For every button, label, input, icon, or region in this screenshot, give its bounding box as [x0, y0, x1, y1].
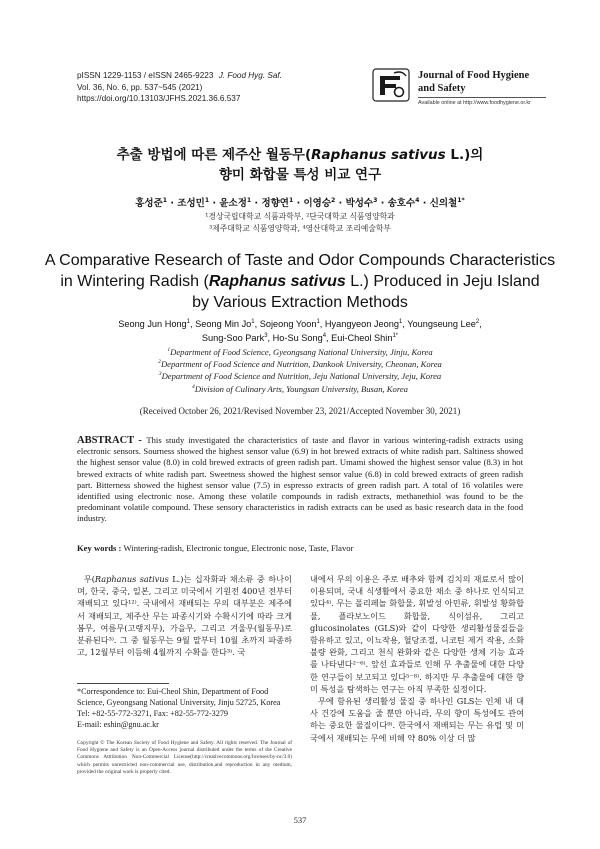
- copyright-notice: Copyright © The Korean Society of Food Hygiene and Safety. All rights reserved. The Journal of Food Hygiene and Safety is an Open-Access journal distributed under the terms of the Creative Commons Attribution Non-Commercial License(http://creativecommons.org/licenses/by-nc/3.0) which permits unrestricted non-commercial use, distribution,and reproduction in any medium, provided the original work is properly cited.: [77, 740, 292, 775]
- keywords: [77, 543, 523, 553]
- english-authors: Seong Jun Hong$^1$, Seong Min Jo$^1$, Sojeong Yoon$^1$, Hyangyeon Jeong$^1$, Youngseung Lee$^2$, Sung-Soo Park$^3$, Ho-Su Song$^4$, Eui-Cheol Shin$^{1*}$: [118, 318, 482, 343]
- logo-title: Journal of Food Hygiene and Safety: [418, 70, 530, 94]
- english-title: A Comparative Research of Taste and Odor Compounds Characteristics in Wintering Radish (Raphanus sativus L.) Produced in Jeju Island by Various Extraction Methods: [44, 252, 556, 311]
- logo-url[interactable]: Available online at http://www.foodhygiene.or.kr: [418, 100, 531, 106]
- abstract-text: This study investigated the characteristics of taste and flavor in various wintering-radish extracts using electronic sensors. Sourness showed the highest sensor value (6.9) in hot brewed extracts of white radish part. Saltiness showed the highest sensor value (8.0) in cold brewed extracts of green radish part. Umami showed the highest sensor value (8.3) in hot brewed extracts of white radish part. Sweetness showed the highest sensor value (6.8) in cold brewed extracts of green radish part. Bitterness showed the highest sensor value (7.5) in espresso extracts of green radish part. A total of 16 volatiles were identified using electronic nose. Among these volatile compounds in radish extracts, methanethiol was found to be the predominant volatile compound. These sensory characteristics in radish extracts can be used as basic research data in the food industry.: [77, 435, 523, 524]
- body-column-right: [310, 573, 524, 744]
- doi-link[interactable]: https://doi.org/10.13103/JFHS.2021.36.6.537: [77, 94, 241, 103]
- affiliation-1: $^1$Department of Food Science, Gyeongsang National University, Jinju, Korea: [167, 347, 433, 357]
- journal-abbrev: J. Food Hyg. Saf.: [218, 71, 282, 80]
- correspondence-footnote: *Correspondence to: Eui-Cheol Shin, Department of Food Science, Gyeongsang National University, Jinju 52725, Korea Tel: +82-55-772-3271, Fax: +82-55-772-3279 E-mail: eshin@gnu.ac.kr: [77, 686, 292, 730]
- affiliation-3: $^3$Department of Food Science and Nutrition, Jeju National University, Jeju, Korea: [158, 371, 442, 382]
- volume-info: Vol. 36, No. 6, pp. 537~545 (2021): [77, 82, 203, 92]
- footnote-divider: [77, 683, 169, 684]
- issn: pISSN 1229-1153 / eISSN 2465-9223: [77, 71, 214, 80]
- species-name-en: Raphanus sativus: [208, 273, 346, 290]
- journal-logo: [372, 66, 562, 112]
- english-affiliations: [0, 346, 600, 395]
- received-dates: (Received October 26, 2021/Revised November 23, 2021/Accepted November 30, 2021): [139, 406, 461, 416]
- journal-meta: [77, 70, 282, 105]
- affiliation-4: $^4$Division of Culinary Arts, Youngsan University, Busan, Korea: [192, 383, 408, 394]
- korean-authors: 홍성준$^1$ · 조성민$^1$ · 윤소정$^1$ · 정향연$^1$ · 이영승$^2$ · 박성수$^3$ · 송호수$^4$ · 신의철$^{1*}$: [135, 196, 465, 209]
- affiliation-2: $^2$Department of Food Science and Nutrition, Dankook University, Cheonan, Korea: [158, 359, 442, 370]
- correspondence-email[interactable]: E-mail: eshin@gnu.ac.kr: [77, 720, 159, 729]
- journal-emblem-icon: [372, 68, 410, 102]
- body-paragraph: 무(Raphanus sativus L.)는 십자화과 채소류 중 하나이며, 한국, 중국, 일본, 그리고 미국에서 기원전 400년 전부터 재배되고 있다¹²⁾. 국내에서 재배되는 무의 대부분은 제주에서 재배되고, 제주산 무는 파종시기와 수확시기에 따라 크게 봄무, 여름무(고랭지무), 가을무, 그리고 겨울무(월동무)로 분류된다³⁾. 그 중 월동무는 9월 말부터 10월 초까지 파종하고, 12월부터 이듬해 4월까지 수확을 한다³⁾. 국: [77, 574, 292, 658]
- abstract: [77, 435, 523, 525]
- body-paragraph: 무에 함유된 생리활성 물질 중 하나인 GLS는 인체 내 대사 건강에 도움을 줄 뿐만 아니라, 무의 향미 특성에도 관여하는 중요한 물질이다⁹⁾. 한국에서 재배되는 무는 유럽 및 미국에서 재배되는 무에 비해 약 80% 이상 더 많: [310, 696, 524, 743]
- page-number: 537: [293, 815, 307, 825]
- korean-affiliations: ¹경상국립대학교 식품과학부, ²단국대학교 식품영양학과 ³제주대학교 식품영양학과, ⁴영산대학교 조리예술학부: [205, 212, 395, 233]
- body-column-left: [77, 573, 292, 658]
- korean-title: 추출 방법에 따른 제주산 월동무(Raphanus sativus L.)의 향미 화합물 특성 비교 연구: [116, 147, 484, 183]
- body-paragraph: 내에서 무의 이용은 주로 배추와 함께 김치의 재료로서 많이 이용되며, 국내 식생활에서 중요한 채소 중 하나로 인식되고 있다⁴⁾. 무는 폴리페놀 화합물, 휘발성 아민류, 휘발성 황화합물, 플라보노이드 화합물, 식이섬유, 그리고 glucosinolates (GLS)와 같이 다양한 생리활성물질들을 함유하고 있고, 이뇨작용, 혈당조절, 니코틴 제거 작용, 소화불량 완화, 그리고 천식 완화와 같은 다양한 생체 기능 효과를 나타낸다²⁻⁶⁾. 앞선 효과들로 인해 무 추출물에 대한 다양한 연구들이 보고되고 있다⁵⁻⁸⁾. 하지만 무 추출물에 대한 향미 특성을 탐색하는 연구는 아직 부족한 실정이다.: [310, 574, 524, 694]
- keywords-label: Key words :: [77, 543, 124, 553]
- keywords-text: Wintering-radish, Electronic tongue, Electronic nose, Taste, Flavor: [123, 543, 354, 553]
- abstract-label: ABSTRACT -: [77, 435, 147, 446]
- logo-divider: [418, 97, 546, 98]
- species-name: Raphanus sativus: [311, 147, 446, 163]
